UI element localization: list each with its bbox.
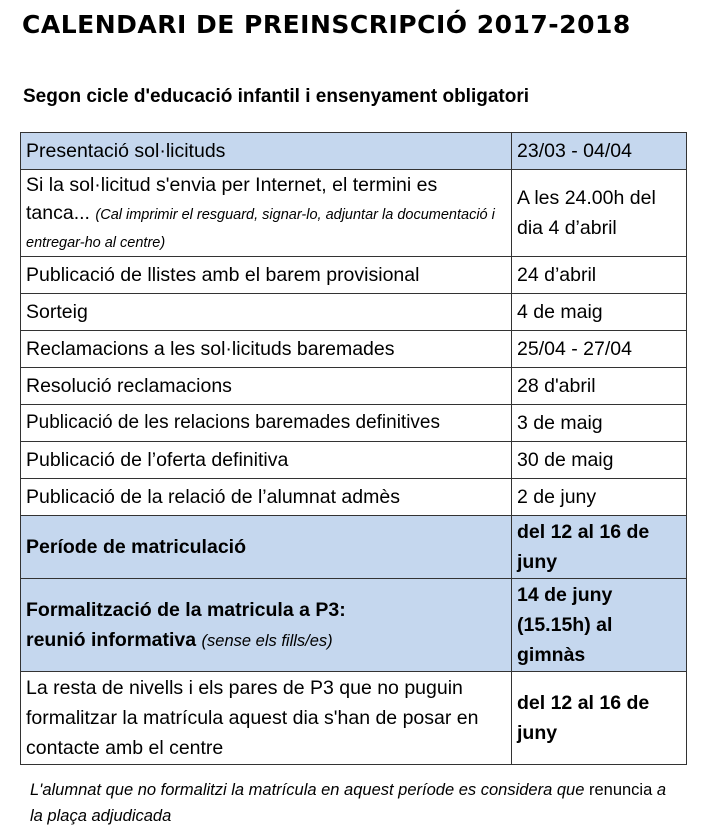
row-label: Publicació de llistes amb el barem provisional <box>21 257 512 294</box>
row-date: 25/04 - 27/04 <box>512 331 687 368</box>
table-row <box>21 331 687 368</box>
row-date: 4 de maig <box>512 294 687 331</box>
footnote-text: L'alumnat que no formalitzi la matrícula en aquest període es considera que <box>30 781 589 799</box>
row-label: Resolució reclamacions <box>21 368 512 405</box>
row-date: 28 d'abril <box>512 368 687 405</box>
row-label: Període de matriculació <box>21 516 512 579</box>
table-row <box>21 133 687 170</box>
row-label: Publicació de l’oferta definitiva <box>21 442 512 479</box>
table-row <box>21 442 687 479</box>
row-label: Presentació sol·licituds <box>21 133 512 170</box>
table-row <box>21 579 687 672</box>
row-label-line2: reunió informativa <box>26 628 197 651</box>
footnote-emphasis: renuncia <box>588 781 653 799</box>
table-row <box>21 516 687 579</box>
row-date: 24 d’abril <box>512 257 687 294</box>
row-label <box>21 579 512 672</box>
row-label <box>21 170 512 257</box>
row-date: A les 24.00h del dia 4 d’abril <box>512 170 687 257</box>
table-row <box>21 479 687 516</box>
row-label-text: Si la sol·licitud s'envia per Internet, el termini es tanca... <box>26 174 438 224</box>
footnote-text-end: a la plaça adjudicada <box>30 781 667 825</box>
row-label: La resta de nivells i els pares de P3 que no puguin formalitzar la matrícula aquest dia s'han de posar en contacte amb el centre <box>21 672 512 765</box>
row-label: Sorteig <box>21 294 512 331</box>
table-row <box>21 170 687 257</box>
row-date: 2 de juny <box>512 479 687 516</box>
table-row <box>21 672 687 765</box>
row-date: 14 de juny (15.15h) al gimnàs <box>512 579 687 672</box>
table-row <box>21 368 687 405</box>
footnote <box>30 777 670 829</box>
page-subtitle: Segon cicle d'educació infantil i ensenyament obligatori <box>23 86 530 107</box>
row-note: (sense els fills/es) <box>201 631 333 650</box>
row-date: del 12 al 16 de juny <box>512 672 687 765</box>
row-date: 30 de maig <box>512 442 687 479</box>
row-date: 23/03 - 04/04 <box>512 133 687 170</box>
table-row <box>21 294 687 331</box>
row-note: (Cal imprimir el resguard, signar-lo, adjuntar la documentació i entregar-ho al centre) <box>26 207 495 251</box>
table-row <box>21 405 687 442</box>
calendar-table <box>20 132 687 765</box>
row-label: Publicació de la relació de l’alumnat admès <box>21 479 512 516</box>
row-label: Reclamacions a les sol·licituds baremades <box>21 331 512 368</box>
row-date: del 12 al 16 de juny <box>512 516 687 579</box>
row-label-line1: Formalització de la matricula a P3: <box>26 598 346 621</box>
page-title: CALENDARI DE PREINSCRIPCIÓ 2017-2018 <box>22 10 631 39</box>
row-date: 3 de maig <box>512 405 687 442</box>
table-row <box>21 257 687 294</box>
row-label: Publicació de les relacions baremades definitives <box>21 405 512 442</box>
